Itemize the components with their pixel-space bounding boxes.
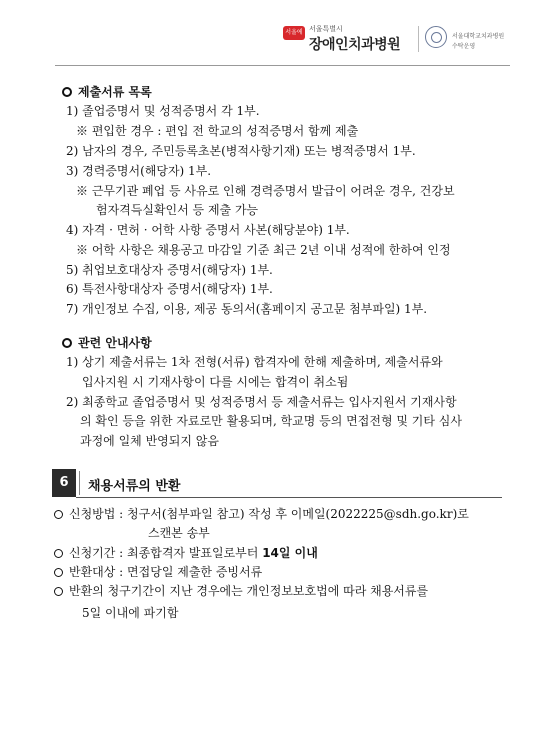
return-disposal-cont: 5일 이내에 파기함 [82, 606, 179, 620]
notice-item: 1) 상기 제출서류는 1차 전형(서류) 합격자에 한해 제출하며, 제출서류와 [66, 355, 443, 369]
hospital-name: 장애인치과병원 [309, 37, 401, 53]
notice-item-cont: 입사지원 시 기재사항이 다를 시에는 합격이 취소됨 [82, 375, 349, 389]
hospital-sub-label: 서울특별시 [309, 25, 343, 33]
page-header [283, 20, 523, 64]
return-target: 반환대상 : 면접당일 제출한 증빙서류 [54, 565, 262, 579]
return-method-cont: 스캔본 송부 [148, 526, 210, 540]
section-divider [79, 471, 80, 495]
documents-item: 5) 취업보호대상자 증명서(해당자) 1부. [66, 263, 273, 277]
header-divider [418, 26, 419, 52]
period-emphasis: 14일 이내 [262, 546, 318, 560]
documents-note-cont: 험자격득실확인서 등 제출 가능 [96, 203, 259, 217]
section-number: 6 [52, 469, 76, 497]
circle-bullet-icon [54, 587, 63, 596]
bullet-icon [62, 87, 72, 97]
university-name: 서울대학교치과병원 [452, 33, 505, 40]
documents-item: 3) 경력증명서(해당자) 1부. [66, 164, 212, 178]
documents-note: ※ 근무기관 폐업 등 사유로 인해 경력증명서 발급이 어려운 경우, 건강보 [76, 184, 455, 198]
return-period: 신청기간 : 최종합격자 발표일로부터 14일 이내 [54, 546, 318, 560]
documents-note: ※ 어학 사항은 채용공고 마감일 기준 최근 2년 이내 성적에 한하여 인정 [76, 243, 451, 257]
university-role: 수탁운영 [452, 43, 476, 50]
return-method: 신청방법 : 청구서(첨부파일 참고) 작성 후 이메일(2022225@sdh.go.kr)로 [54, 507, 469, 521]
documents-heading [62, 85, 152, 99]
section-6-header [52, 469, 502, 499]
documents-item: 4) 자격 · 면허 · 어학 사항 증명서 사본(해당분야) 1부. [66, 223, 350, 237]
notice-item-cont: 과정에 일체 반영되지 않음 [80, 434, 219, 448]
section-title: 채용서류의 반환 [88, 479, 181, 494]
documents-title: 제출서류 목록 [78, 85, 152, 99]
section-rule [76, 497, 502, 498]
documents-item: 2) 남자의 경우, 주민등록초본(병적사항기재) 또는 병적증명서 1부. [66, 144, 416, 158]
header-rule [55, 65, 510, 66]
hospital-logo-badge: 서울에서 [283, 26, 305, 40]
return-disposal: 반환의 청구기간이 지난 경우에는 개인정보보호법에 따라 채용서류를 [54, 584, 428, 598]
circle-bullet-icon [54, 510, 63, 519]
documents-item: 6) 특전사항대상자 증명서(해당자) 1부. [66, 282, 273, 296]
documents-item: 7) 개인정보 수집, 이용, 제공 동의서(홈페이지 공고문 첨부파일) 1부. [66, 302, 428, 316]
notice-heading [62, 336, 152, 350]
circle-bullet-icon [54, 549, 63, 558]
notice-item-cont: 의 확인 등을 위한 자료로만 활용되며, 학교명 등의 면접전형 및 기타 심사 [80, 414, 462, 428]
bullet-icon [62, 338, 72, 348]
notice-item: 2) 최종학교 졸업증명서 및 성적증명서 등 제출서류는 입사지원서 기재사항 [66, 395, 457, 409]
notice-title: 관련 안내사항 [78, 336, 152, 350]
documents-item: 1) 졸업증명서 및 성적증명서 각 1부. [66, 104, 260, 118]
circle-bullet-icon [54, 568, 63, 577]
university-seal-icon [425, 26, 447, 48]
documents-note: ※ 편입한 경우 : 편입 전 학교의 성적증명서 함께 제출 [76, 124, 359, 138]
